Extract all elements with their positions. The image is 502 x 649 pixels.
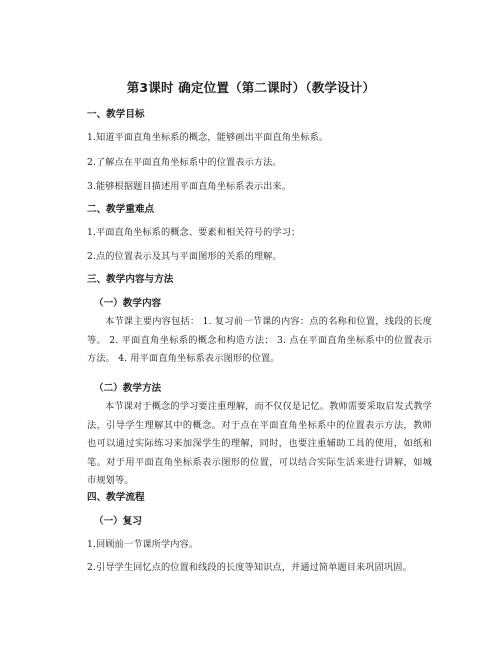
section-heading-process: 四、教学流程 — [87, 492, 145, 503]
keypoint-item-2: 2.点的位置表示及其与平面图形的关系的理解。 — [87, 251, 282, 262]
content-paragraph: 本节课主要内容包括： 1. 复习前一节课的内容：点的名称和位置，线段的长度等。 2. 平面直角坐标系的概念和构造方法； 3. 点在平面直角坐标系中的位置表示方法。 4. 用平面直角坐标系表示图形的位置。 — [87, 316, 432, 365]
subheading-method: （二）教学方法 — [94, 383, 162, 394]
objective-item-1: 1.知道平面直角坐标系的概念，能够画出平面直角坐标系。 — [87, 132, 329, 143]
subheading-content: （一）教学内容 — [94, 298, 162, 309]
subheading-review: （一）复习 — [94, 516, 142, 527]
review-item-1: 1.回顾前一节课所学内容。 — [87, 539, 199, 550]
objective-item-2: 2.了解点在平面直角坐标系中的位置表示方法。 — [87, 157, 282, 168]
section-heading-content-method: 三、教学内容与方法 — [87, 274, 174, 285]
review-item-2: 2.引导学生回忆点的位置和线段的长度等知识点，并通过简单题目来巩固巩固。 — [87, 562, 412, 573]
objective-item-3: 3.能够根据题目描述用平面直角坐标系表示出来。 — [87, 181, 292, 192]
section-heading-keypoints: 二、教学重难点 — [87, 204, 155, 215]
method-paragraph: 本节课对于概念的学习要注重理解，而不仅仅是记忆。教师需要采取启发式教学法，引导学生理解其中的概念。对于点在平面直角坐标系中的位置表示方法，教师也可以通过实际练习来加深学生的理解，同时，也要注重辅助工具的使用，如纸和笔。对于用平面直角坐标系表示图形的位置，可以结合实际生活来进行讲解，如城市规划等。 — [87, 401, 432, 487]
keypoint-item-1: 1.平面直角坐标系的概念、要素和相关符号的学习； — [87, 227, 301, 238]
section-heading-objectives: 一、教学目标 — [87, 109, 145, 120]
document-title: 第3课时 确定位置（第二课时）（教学设计） — [126, 80, 376, 95]
